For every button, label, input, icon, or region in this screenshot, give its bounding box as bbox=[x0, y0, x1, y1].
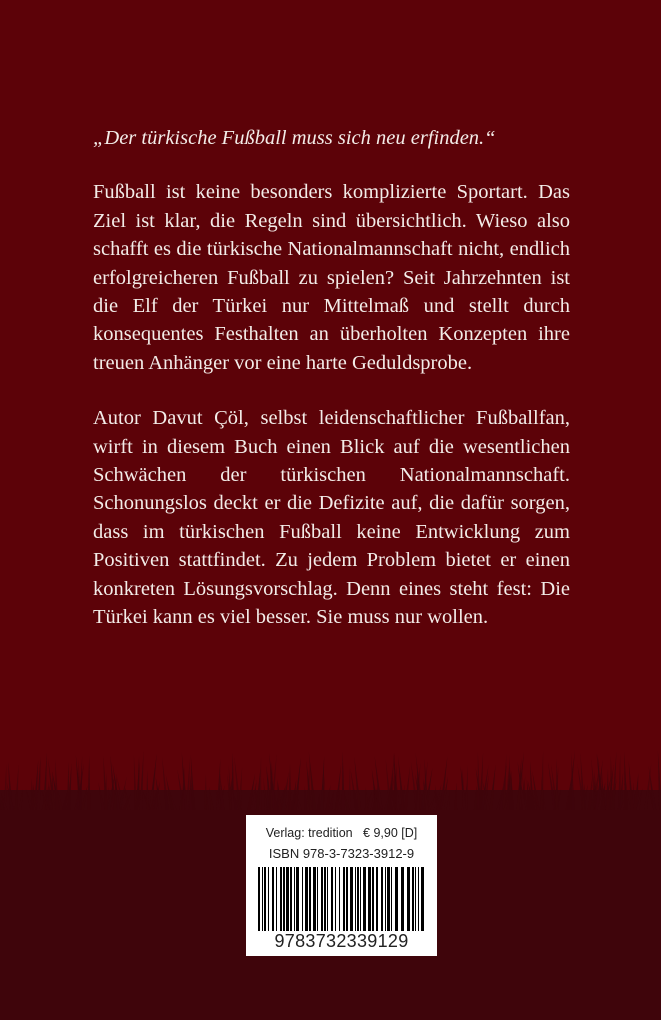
barcode-bar bbox=[407, 867, 410, 931]
grass-blade bbox=[555, 759, 558, 810]
barcode-bar bbox=[290, 867, 292, 931]
grass-blade bbox=[31, 778, 34, 810]
barcode-bar bbox=[305, 867, 308, 931]
grass-blade bbox=[644, 763, 651, 810]
barcode-bar bbox=[363, 867, 366, 931]
barcode-bar bbox=[258, 867, 260, 931]
barcode-bar bbox=[415, 867, 416, 931]
grass-blade bbox=[18, 788, 23, 810]
grass-blade bbox=[234, 757, 241, 810]
grass-blade bbox=[489, 765, 495, 810]
barcode-bar bbox=[368, 867, 371, 931]
grass-blade bbox=[204, 774, 207, 810]
barcode-bar bbox=[302, 867, 303, 931]
barcode-bar bbox=[327, 867, 328, 931]
grass-blade bbox=[348, 766, 351, 810]
barcode-bar bbox=[262, 867, 263, 931]
barcode-bar bbox=[283, 867, 285, 931]
barcode-bar bbox=[276, 867, 277, 931]
barcode-bar bbox=[268, 867, 269, 931]
grass-blade bbox=[87, 756, 90, 810]
grass-blade bbox=[275, 793, 278, 810]
blurb-paragraph-2: Autor Davut Çöl, selbst leidenschaftlicher Fußballfan, wirft in diesem Buch einen Blick auf die wesentlichen Schwächen der türkischen Nationalmannschaft. Schonungslos deckt er die Defizite auf, die dafür sorgen, dass im türkischen Fußball keine Entwicklung zum Positiven stattfindet. Zu jedem Problem bietet er einen konkreten Lösungsvorschlag. Denn eines steht fest: Die Türkei kann es viel besser. Sie muss nur wollen. bbox=[93, 407, 570, 629]
barcode-bar bbox=[331, 867, 333, 931]
grass-blade bbox=[474, 785, 477, 810]
grass-blade bbox=[629, 761, 634, 810]
grass-blade bbox=[15, 765, 19, 810]
barcode-bar bbox=[324, 867, 326, 931]
blurb-quote: „Der türkische Fußball muss sich neu erfinden.“ bbox=[93, 127, 496, 149]
barcode-bar bbox=[401, 867, 404, 931]
grass-blade bbox=[62, 790, 68, 810]
grass-blade bbox=[326, 785, 331, 810]
barcode-bar bbox=[286, 867, 289, 931]
barcode-bar bbox=[350, 867, 353, 931]
barcode-bar bbox=[343, 867, 345, 931]
barcode-bar bbox=[335, 867, 336, 931]
barcode-bar bbox=[381, 867, 383, 931]
barcode-bar bbox=[321, 867, 323, 931]
grass-blade bbox=[317, 794, 320, 810]
barcode-bar bbox=[376, 867, 378, 931]
barcode-bar bbox=[309, 867, 311, 931]
barcode-bar bbox=[272, 867, 274, 931]
grass-blade bbox=[209, 787, 214, 810]
barcode bbox=[258, 867, 426, 931]
grass-blade bbox=[404, 765, 410, 810]
grass-blade bbox=[398, 756, 405, 810]
blurb bbox=[93, 124, 570, 659]
barcode-bar bbox=[313, 867, 316, 931]
barcode-bar bbox=[357, 867, 359, 931]
barcode-bar bbox=[339, 867, 340, 931]
barcode-bar bbox=[346, 867, 348, 931]
barcode-bar bbox=[395, 867, 398, 931]
isbn: ISBN 978-3-7323-3912-9 bbox=[268, 846, 415, 861]
grass-blade bbox=[37, 756, 41, 810]
publisher-price: Verlag: tredition € 9,90 [D] bbox=[265, 826, 418, 840]
grass-blade bbox=[304, 786, 307, 810]
barcode-bar bbox=[294, 867, 295, 931]
grass-silhouette bbox=[0, 740, 661, 810]
barcode-label bbox=[246, 815, 437, 956]
grass-blade bbox=[4, 763, 7, 810]
barcode-bar bbox=[264, 867, 266, 931]
grass-blade bbox=[511, 771, 514, 810]
grass-blade bbox=[98, 782, 105, 810]
grass-blade bbox=[146, 770, 149, 810]
barcode-bar bbox=[421, 867, 424, 931]
barcode-bar bbox=[355, 867, 356, 931]
barcode-bar bbox=[391, 867, 392, 931]
grass-blade bbox=[446, 790, 450, 810]
barcode-bar bbox=[280, 867, 282, 931]
barcode-bar bbox=[317, 867, 318, 931]
barcode-bar bbox=[387, 867, 390, 931]
grass-blade bbox=[342, 751, 345, 810]
grass-blade bbox=[139, 751, 143, 810]
barcode-bar bbox=[412, 867, 414, 931]
barcode-bar bbox=[372, 867, 374, 931]
barcode-bar bbox=[418, 867, 419, 931]
grass-blade bbox=[454, 782, 457, 810]
blurb-paragraph-1: Fußball ist keine besonders komplizierte Sportart. Das Ziel ist klar, die Regeln sind übersichtlich. Wieso also schafft es die türkische Nationalmannschaft nicht, endlich erfolgreicheren Fußball zu spielen? Seit Jahrzehnten ist die Elf der Türkei nur Mittelmaß und stellt durch konsequentes Festhalten an überholten Konzepten ihre treuen Anhänger vor eine harte Geduldsprobe. bbox=[93, 181, 570, 374]
grass-blade bbox=[186, 758, 190, 810]
barcode-bar bbox=[296, 867, 299, 931]
barcode-bar bbox=[385, 867, 386, 931]
barcode-bar bbox=[360, 867, 361, 931]
ean-number: 9783732339129 bbox=[274, 931, 409, 951]
